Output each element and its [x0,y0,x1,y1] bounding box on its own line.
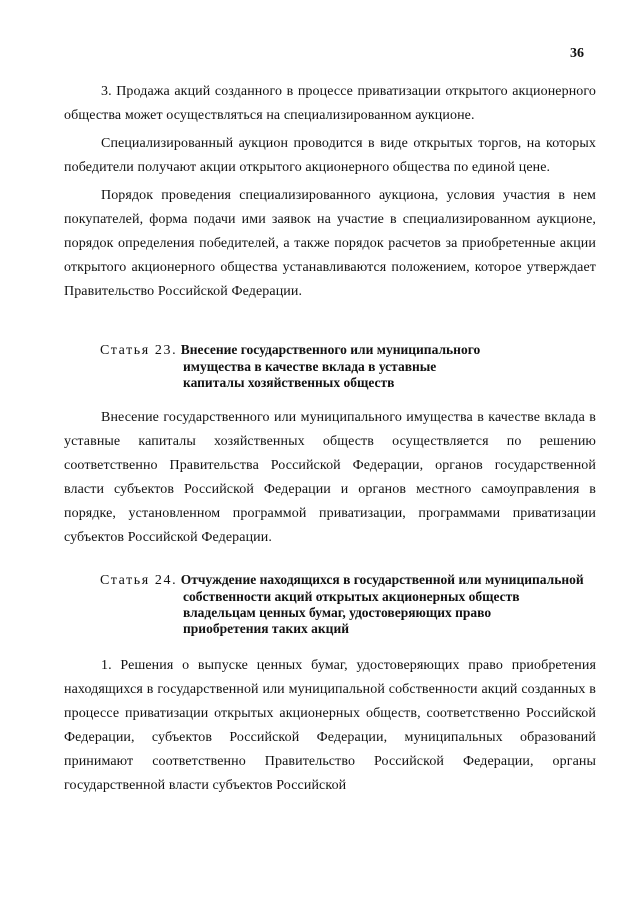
article-label: Статья 23. [100,343,178,358]
article-title-line: собственности акций открытых акционерных обществ [183,589,520,604]
paragraph: 3. Продажа акций созданного в процессе приватизации открытого акционерного общества может осуществляться на специализированном аукционе. [64,84,596,123]
paragraph: 1. Решения о выпуске ценных бумаг, удостоверяющих право приобретения находящихся в государственной или муниципальной собственности акций созданных в процессе приватизации открытых акционерных обществ, соответственно Российской Федерации, субъектов Российской Федерации, муниципальных образований принимают соответственно Правительство Российской Федерации, органы государственной власти субъектов Российской [64,658,596,793]
article-title: Отчуждение находящихся в государственной или муниципальной [180,572,584,587]
article-title-line: имущества в качестве вклада в уставные [183,359,437,374]
article-24-heading [100,572,600,637]
article-title-line: капиталы хозяйственных обществ [183,375,395,390]
article-title-line: приобретения таких акций [183,621,350,636]
section-intro [64,80,596,304]
article-label: Статья 24. [100,573,178,588]
paragraph: Специализированный аукцион проводится в виде открытых торгов, на которых победители получают акции открытого акционерного общества по единой цене. [64,136,596,175]
article-title: Внесение государственного или муниципального [180,342,481,357]
paragraph: Внесение государственного или муниципального имущества в качестве вклада в уставные капиталы хозяйственных обществ осуществляется по решению соответственно Правительства Российской Федерации, органов государственной власти субъектов Российской Федерации и органов местного самоуправления в порядке, установленном программой приватизации, программами приватизации субъектов Российской Федерации. [64,410,596,545]
article-23-body [64,406,596,550]
article-24-body [64,654,596,798]
page-number: 36 [570,46,584,61]
article-title-line: владельцам ценных бумаг, удостоверяющих право [183,605,492,620]
paragraph: Порядок проведения специализированного аукциона, условия участия в нем покупателей, форма подачи ими заявок на участие в специализированном аукционе, порядок определения победителей, а также порядок расчетов за приобретенные акции открытого акционерного общества устанавливаются положением, которое утверждает Правительство Российской Федерации. [64,188,596,299]
article-23-heading [100,342,600,391]
